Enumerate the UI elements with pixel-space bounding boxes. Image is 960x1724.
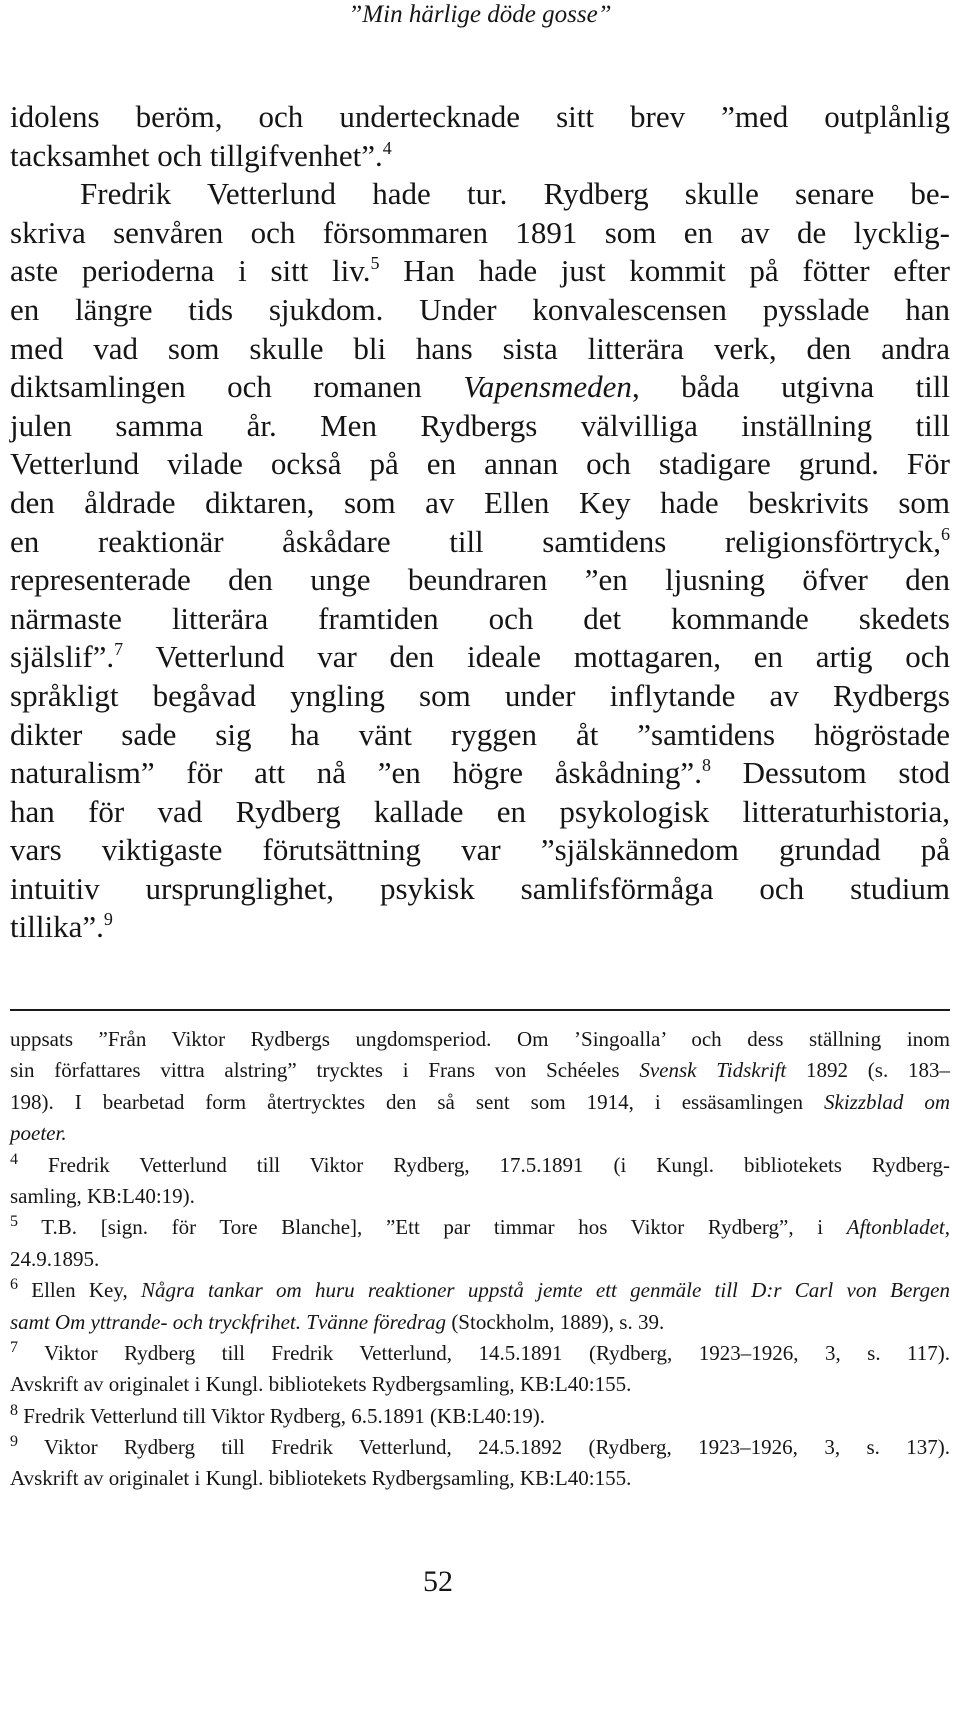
footnote-ref-4: 4	[382, 137, 392, 158]
italic-title-aftonbladet: Aftonbladet	[846, 1215, 945, 1240]
footnote-text: Avskrift av originalet i Kungl. bibliotekets Rydbergsamling, KB:L40:155.	[10, 1372, 632, 1397]
body-line	[10, 793, 950, 832]
footnote-ref-5: 5	[370, 253, 380, 274]
footnote-ref-8: 8	[701, 755, 711, 776]
footnote-number: 9	[10, 1433, 18, 1451]
footnote-text: 24.9.1895.	[10, 1246, 100, 1271]
body-line	[10, 330, 950, 369]
footnote-text: Avskrift av originalet i Kungl. bibliotekets Rydbergsamling, KB:L40:155.	[10, 1466, 632, 1491]
footnote-5	[10, 1212, 950, 1243]
body-line	[10, 484, 950, 523]
footnote-text: Viktor Rydberg till Fredrik Vetterlund, 24.5.1892 (Rydberg, 1923–1926, 3, s. 137).	[18, 1435, 950, 1460]
body-line	[10, 870, 950, 909]
body-text-segment: Fredrik Vetterlund hade tur. Rydberg skulle senare be-	[80, 176, 950, 212]
body-text-segment: julen samma år. Men Rydbergs välvilliga inställning till	[10, 407, 950, 443]
body-text-segment: han för vad Rydberg kallade en psykologisk litteraturhistoria,	[10, 793, 950, 829]
footnote-text: (Stockholm, 1889), s. 39.	[446, 1309, 665, 1334]
body-line	[10, 137, 950, 176]
footnote-number: 6	[10, 1276, 18, 1294]
footnote-text: 1892 (s. 183–	[786, 1058, 950, 1083]
italic-title-skizzblad: Skizzblad om	[824, 1089, 951, 1114]
body-line-paragraph-start	[10, 175, 950, 214]
body-text-segment: själslif”.	[10, 639, 115, 675]
footnote-6	[10, 1275, 950, 1306]
footnote-4	[10, 1150, 950, 1181]
body-text-segment: en längre tids sjukdom. Under konvalescensen pysslade han	[10, 291, 950, 327]
body-text-segment: med vad som skulle bli hans sista litterära verk, den andra	[10, 330, 950, 366]
footnote-number: 5	[10, 1213, 18, 1231]
footnote-7	[10, 1338, 950, 1369]
body-line	[10, 638, 950, 677]
body-text-segment: den åldrade diktaren, som av Ellen Key hade beskrivits som	[10, 484, 950, 520]
footnote-text: sin författares vittra alstring” trycktes i Frans von Schéeles	[10, 1058, 640, 1083]
running-title: ”Min härlige döde gosse”	[348, 1, 612, 28]
body-line	[10, 716, 950, 755]
body-text-segment: Vetterlund vilade också på en annan och stadigare grund. För	[10, 446, 950, 482]
body-text-segment: Han hade just kommit på fötter efter	[379, 253, 950, 289]
body-line	[10, 445, 950, 484]
footnote-text: ,	[944, 1215, 950, 1240]
footnote-line	[10, 1087, 950, 1118]
body-text-segment: Vetterlund var den ideale mottagaren, en artig och	[123, 639, 950, 675]
body-text	[10, 98, 950, 947]
footnote-divider	[10, 1009, 950, 1011]
body-line	[10, 600, 950, 639]
body-line	[10, 523, 950, 562]
body-text-segment: , båda utgivna till	[631, 369, 950, 405]
body-text-segment: språkligt begåvad yngling som under inflytande av Rydbergs	[10, 677, 950, 713]
body-text-segment: en reaktionär åskådare till samtidens religionsförtryck,	[10, 523, 941, 559]
body-line	[10, 407, 950, 446]
body-text-segment: vars viktigaste förutsättning var ”själskännedom grundad på	[10, 832, 950, 868]
body-text-segment: diktsamlingen och romanen	[10, 369, 464, 405]
footnote-text: T.B. [sign. för Tore Blanche], ”Ett par timmar hos Viktor Rydberg”, i	[18, 1215, 847, 1240]
body-text-segment: Dessutom stod	[710, 755, 950, 791]
footnote-text: 198). I bearbetad form återtrycktes den så sent som 1914, i essäsamlingen	[10, 1089, 825, 1114]
footnote-line	[10, 1307, 950, 1338]
footnote-ref-7: 7	[114, 639, 124, 660]
footnote-line	[10, 1463, 950, 1494]
footnote-ref-9: 9	[103, 909, 113, 930]
body-text-segment: dikter sade sig ha vänt ryggen åt ”samtidens högröstade	[10, 716, 950, 752]
body-line	[10, 561, 950, 600]
body-line	[10, 754, 950, 793]
footnote-text: Ellen Key,	[18, 1278, 141, 1303]
body-line	[10, 831, 950, 870]
footnote-text: Fredrik Vetterlund till Viktor Rydberg, 17.5.1891 (i Kungl. bibliotekets Rydberg-	[18, 1152, 950, 1177]
body-text-segment: idolens beröm, och undertecknade sitt brev ”med outplånlig	[10, 99, 950, 134]
italic-title-svensk-tidskrift: Svensk Tidskrift	[639, 1058, 787, 1083]
body-text-segment: tacksamhet och tillgifvenhet”.	[10, 137, 383, 173]
footnote-number: 7	[10, 1338, 18, 1356]
body-line	[10, 252, 950, 291]
footnote-line	[10, 1055, 950, 1086]
footnote-text: Viktor Rydberg till Fredrik Vetterlund, 14.5.1891 (Rydberg, 1923–1926, 3, s. 117).	[18, 1340, 950, 1365]
footnote-ref-6: 6	[941, 523, 950, 544]
italic-title-nagra-tankar: Några tankar om huru reaktioner uppstå jemte ett genmäle till D:r Carl von Bergen	[141, 1278, 950, 1303]
italic-title-vapensmeden: Vapensmeden	[463, 369, 632, 405]
footnote-line	[10, 1118, 950, 1149]
footnotes	[10, 1024, 950, 1495]
body-line	[10, 291, 950, 330]
body-text-segment: aste perioderna i sitt liv.	[10, 253, 371, 289]
body-line	[10, 214, 950, 253]
body-text-segment: tillika”.	[10, 909, 104, 945]
body-text-segment: intuitiv ursprunglighet, psykisk samlifsförmåga och studium	[10, 870, 950, 906]
footnote-line	[10, 1181, 950, 1212]
body-text-segment: representerade den unge beundraren ”en ljusning öfver den	[10, 562, 950, 598]
italic-title-nagra-tankar: samt Om yttrande- och tryckfrihet. Tvänne föredrag	[10, 1309, 447, 1334]
page-number: 52	[423, 1565, 453, 1598]
body-text-segment: skriva senvåren och försommaren 1891 som en av de lycklig-	[10, 214, 950, 250]
footnote-number: 4	[10, 1150, 18, 1168]
body-text-segment: närmaste litterära framtiden och det kommande skedets	[10, 600, 950, 636]
footnote-number: 8	[10, 1401, 18, 1419]
footnote-9	[10, 1432, 950, 1463]
footnote-line	[10, 1024, 950, 1055]
footnote-line	[10, 1244, 950, 1275]
body-text-segment: naturalism” för att nå ”en högre åskådning”.	[10, 755, 702, 791]
italic-title-skizzblad: poeter.	[10, 1121, 67, 1146]
body-line	[10, 677, 950, 716]
body-line	[10, 98, 950, 137]
footnote-text: samling, KB:L40:19).	[10, 1183, 195, 1208]
footnote-8	[10, 1401, 950, 1432]
footnote-text: uppsats ”Från Viktor Rydbergs ungdomsperiod. Om ’Singoalla’ och dess ställning inom	[10, 1027, 950, 1051]
body-line	[10, 908, 950, 947]
footnote-text: Fredrik Vetterlund till Viktor Rydberg, 6.5.1891 (KB:L40:19).	[18, 1403, 545, 1428]
footnote-line	[10, 1369, 950, 1400]
body-line	[10, 368, 950, 407]
